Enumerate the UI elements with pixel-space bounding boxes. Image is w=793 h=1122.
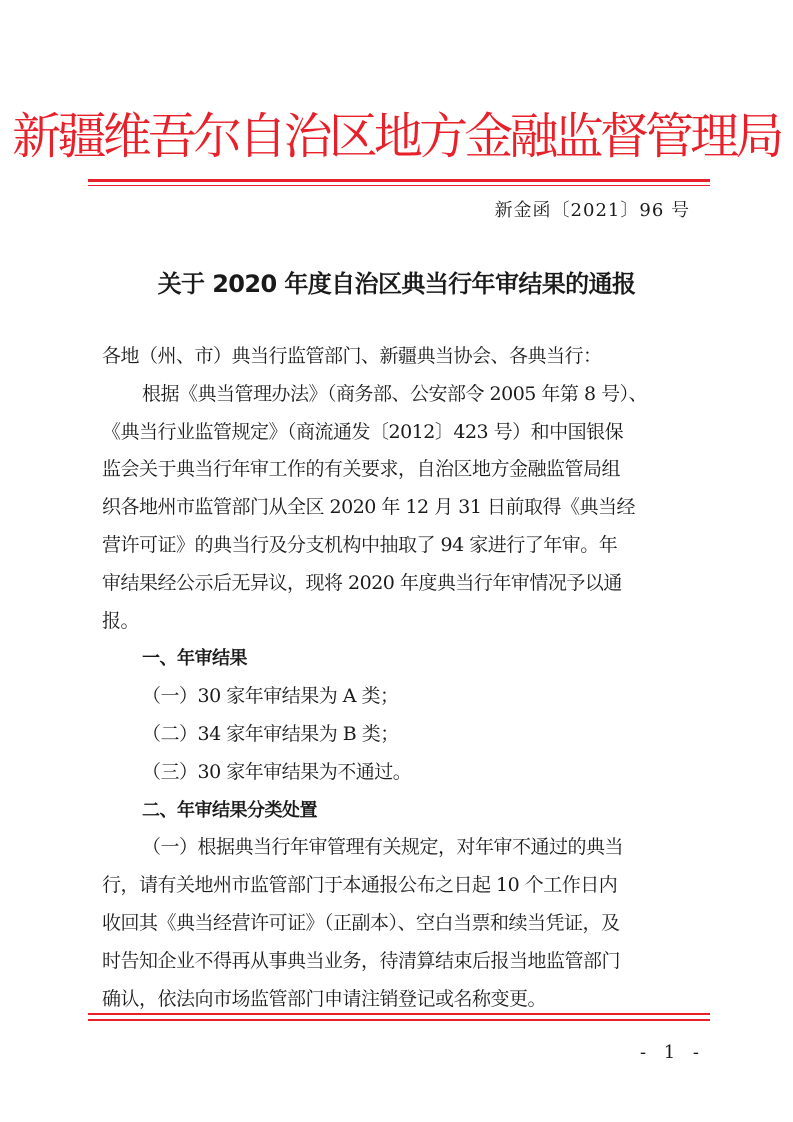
- salutation: 各地（州、市）典当行监管部门、新疆典当协会、各典当行：: [102, 345, 602, 367]
- paragraph-line: 时告知企业不得再从事典当业务，待清算结束后报当地监管部门: [102, 949, 621, 972]
- footer-red-rule-top: [88, 1013, 710, 1015]
- paragraph-line: 监会关于典当行年审工作的有关要求，自治区地方金融监管局组: [102, 458, 621, 481]
- document-body: [102, 338, 692, 1018]
- header-red-rule-thin: [88, 185, 710, 186]
- paragraph-line: 审结果经公示后无异议，现将 2020 年度典当行年审情况予以通: [102, 571, 622, 594]
- paragraph-line: 报。: [102, 609, 140, 632]
- paragraph-line: 确认，依法向市场监管部门申请注销登记或名称变更。: [102, 987, 547, 1010]
- header-red-rule-thick: [88, 179, 710, 182]
- page-number: - 1 -: [639, 1042, 705, 1063]
- paragraph-line: 织各地州市监管部门从全区 2020 年 12 月 31 日前取得《典当经: [102, 496, 635, 519]
- section-1-list: [102, 678, 692, 791]
- paragraph-line: 《典当行业监管规定》（商流通发〔2012〕423 号）和中国银保: [102, 420, 624, 443]
- result-item: （二）34 家年审结果为 B 类；: [142, 722, 399, 745]
- paragraph-line: 收回其《典当经营许可证》（正副本）、空白当票和续当凭证，及: [102, 911, 620, 934]
- footer-red-rule-bottom: [88, 1019, 710, 1021]
- result-item: （三）30 家年审结果为不通过。: [142, 760, 412, 783]
- section-2-heading: 二、年审结果分类处置: [142, 799, 317, 821]
- paragraph-line: 行，请有关地州市监管部门于本通报公布之日起 10 个工作日内: [102, 874, 618, 897]
- paragraph-line: （一）根据典当行年审管理有关规定，对年审不通过的典当: [142, 836, 624, 859]
- issuing-authority-header: 新疆维吾尔自治区地方金融监督管理局: [12, 108, 781, 165]
- paragraph-line: 根据《典当管理办法》（商务部、公安部令 2005 年第 8 号）、: [142, 382, 648, 405]
- result-item: （一）30 家年审结果为 A 类；: [142, 685, 399, 708]
- document-title: 关于 2020 年度自治区典当行年审结果的通报: [157, 270, 636, 298]
- paragraph-1: [102, 376, 692, 641]
- document-number: 新金函〔2021〕96 号: [494, 200, 690, 221]
- paragraph-line: 营许可证》的典当行及分支机构中抽取了 94 家进行了年审。年: [102, 533, 618, 556]
- section-2-paragraph: [102, 829, 692, 1018]
- section-1-heading: 一、年审结果: [142, 648, 247, 670]
